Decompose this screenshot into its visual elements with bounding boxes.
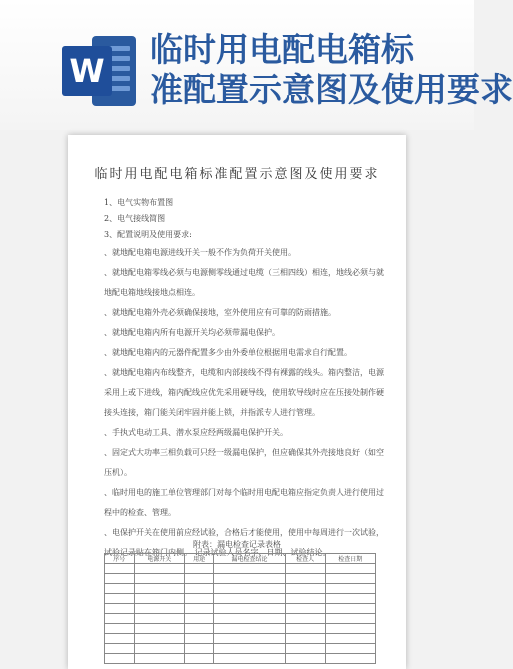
- paragraph: 、就地配电箱外壳必须确保接地，室外使用应有可靠的防雨措施。: [104, 308, 336, 317]
- table-row: [105, 624, 376, 634]
- paragraph: 、就地配电箱电源进线开关一般不作为负荷开关使用。: [104, 248, 296, 257]
- word-icon-letter: W: [62, 46, 112, 96]
- item-line: 2、电气接线简图: [104, 214, 166, 223]
- table-header-cell: 检查人: [285, 554, 325, 564]
- banner-title: [150, 30, 513, 110]
- leakage-check-table: [104, 553, 376, 664]
- paragraph: 、电保护开关在使用前应经试验，合格后才能使用，使用中每周进行一次试验，试验记录贴在箱门内侧。 记录试验人员名字、日期、试验结论。: [104, 528, 384, 557]
- paragraph: 、就地配电箱零线必须与电源侧零线通过电缆（三相四线）相连，地线必须与就地配电箱地线接地点相连。: [104, 268, 384, 297]
- table-row: [105, 594, 376, 604]
- table-row: [105, 574, 376, 584]
- document-title: 临时用电配电箱标准配置示意图及使用要求: [94, 167, 380, 182]
- table-title: 附表：漏电检查记录表格: [193, 540, 281, 549]
- document-body: [104, 195, 386, 563]
- paragraph: 、固定式大功率三相负载可只经一级漏电保护，但应确保其外壳接地良好（如空压机）。: [104, 448, 384, 477]
- table-header-cell: 检查日期: [325, 554, 375, 564]
- paragraph: 、临时用电的施工单位管理部门对每个临时用电配电箱应指定负责人进行使用过程中的检查、管理。: [104, 488, 384, 517]
- item-line: 3、配置说明及使用要求:: [104, 230, 192, 239]
- banner-header: [0, 0, 513, 130]
- table-header-cell: 电源开关: [134, 554, 184, 564]
- table-row: [105, 614, 376, 624]
- paragraph: 、就地配电箱内布线整齐，电缆和内部接线不得有裸露的线头。箱内整洁，电源采用上或下进线，箱内配线应优先采用硬导线，使用软导线时应在压接处制作硬接头连接，箱门能关闭牢固并能上锁，并指派专人进行管理。: [104, 368, 384, 417]
- table-row: [105, 604, 376, 614]
- word-document-icon: [62, 36, 138, 106]
- paragraph: 、就地配电箱内所有电源开关均必须带漏电保护。: [104, 328, 280, 337]
- table-header-cell: 用途: [184, 554, 214, 564]
- table-row: [105, 584, 376, 594]
- table-header-cell: 漏电检查结论: [214, 554, 285, 564]
- item-line: 1、电气实物布置图: [104, 198, 174, 207]
- table-header-row: [105, 554, 376, 564]
- table-header-cell: 序号: [105, 554, 135, 564]
- banner-title-line1: 临时用电配电箱标: [150, 30, 414, 69]
- banner-title-line2: 准配置示意图及使用要求: [150, 70, 513, 109]
- table-row: [105, 564, 376, 574]
- table-row: [105, 654, 376, 664]
- table-row: [105, 644, 376, 654]
- paragraph: 、手执式电动工具、潜水泵应经两级漏电保护开关。: [104, 428, 288, 437]
- table-row: [105, 634, 376, 644]
- paragraph: 、就地配电箱内的元器件配置多少由外委单位根据用电需求自行配置。: [104, 348, 352, 357]
- document-page: [68, 135, 406, 669]
